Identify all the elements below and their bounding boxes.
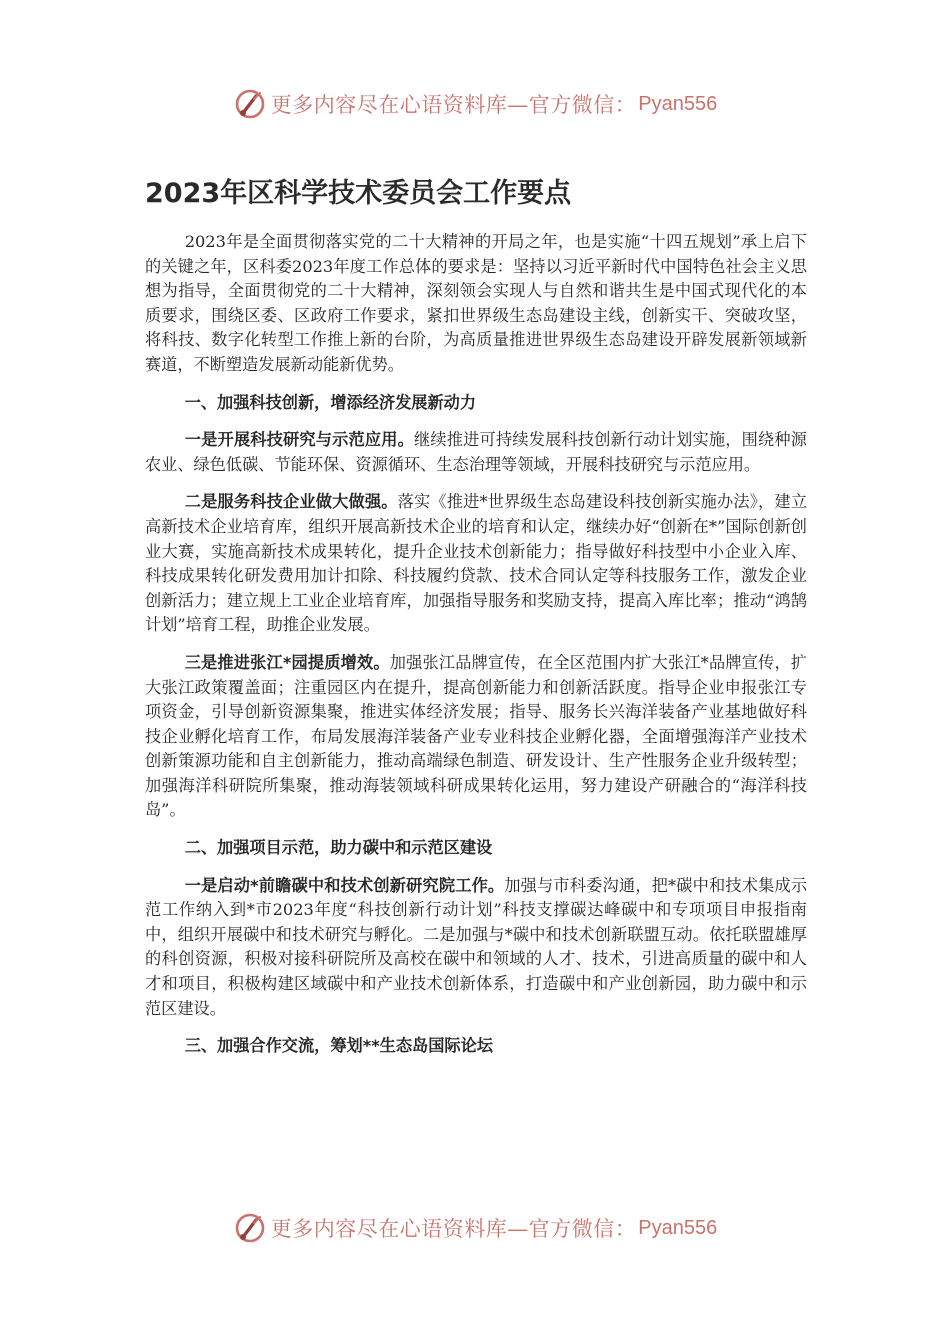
section-2-heading: 二、加强项目示范，助力碳中和示范区建设 [184,838,493,858]
watermark-text: 更多内容尽在心语资料库—官方微信： [270,1217,637,1241]
brush-logo-icon [233,1211,267,1245]
watermark-wechat: Pyan556 [638,1216,718,1239]
watermark-text: 更多内容尽在心语资料库—官方微信： [270,93,637,117]
paragraph-body: 加强与市科委沟通，把*碳中和技术集成示范工作纳入到*市2023年度“科技创新行动计划”科技支撑碳达峰碳中和专项项目申报指南中，组织开展碳中和技术研究与孵化。二是加强与*碳中和技术创新联盟互动。依托联盟雄厚的科创资源，积极对接科研院所及高校在碳中和领域的人才、技术，引进高质量的碳中和人才和项目，积极构建区域碳中和产业技术创新体系，打造碳中和产业创新园，助力碳中和示范区建设。 [145,875,808,1018]
paragraph-body: 继续推进可持续发展科技创新行动计划实施，围绕种源农业、绿色低碳、节能环保、资源循环、生态治理等领域，开展科技研究与示范应用。 [145,430,807,474]
paragraph-body: 落实《推进*世界级生态岛建设科技创新实施办法》，建立高新技术企业培育库，组织开展高新技术企业的培育和认定，继续办好“创新在*”国际创新创业大赛，实施高新技术成果转化，提升企业技术创新能力；指导做好科技型中小企业入库、科技成果转化研发费用加计扣除、科技履约贷款、技术合同认定等科技服务工作，激发企业创新活力；建立规上工业企业培育库，加强指导服务和奖励支持，提高入库比率；推动“鸿鹄计划”培育工程，助推企业发展。 [145,492,808,635]
paragraph-lead: 一是开展科技研究与示范应用。 [184,430,415,450]
paragraph-lead: 一是启动*前瞻碳中和技术创新研究院工作。 [184,875,505,895]
brush-logo-icon [233,87,267,121]
paragraph-body: 加强张江品牌宣传，在全区范围内扩大张江*品牌宣传，扩大张江政策覆盖面；注重园区内在提升，提高创新能力和创新活跃度。指导企业申报张江专项资金，引导创新资源集聚，推进实体经济发展；指导、服务长兴海洋装备产业基地做好科技企业孵化培育工作，布局发展海洋装备产业专业科技企业孵化器，全面增强海洋产业技术创新策源功能和自主创新能力，推动高端绿色制造、研发设计、生产性服务企业升级转型；加强海洋科研院所集聚，推动海装领域科研成果转化运用，努力建设产研融合的“海洋科技岛”。 [145,652,807,820]
intro-paragraph: 2023年是全面贯彻落实党的二十大精神的开局之年，也是实施“十四五规划”承上启下的关键之年，区科委2023年度工作总体的要求是：坚持以习近平新时代中国特色社会主义思想为指导，全面贯彻党的二十大精神，深刻领会实现人与自然和谐共生是中国式现代化的本质要求，围绕区委、区政府工作要求，紧扣世界级生态岛建设主线，创新实干、突破攻坚，将科技、数字化转型工作推上新的台阶，为高质量推进世界级生态岛建设开辟发展新领域新赛道，不断塑造发展新动能新优势。 [145,232,807,374]
section-3-heading: 三、加强合作交流，筹划**生态岛国际论坛 [184,1036,493,1056]
document-title: 2023年区科学技术委员会工作要点 [145,178,572,209]
document-body [145,230,807,1072]
watermark-banner-top [0,84,950,124]
section-1-paragraph-2 [145,490,807,638]
watermark-banner-bottom [0,1208,950,1248]
watermark-wechat: Pyan556 [638,92,718,115]
section-1-paragraph-3 [145,651,807,823]
section-1-heading: 一、加强科技创新，增添经济发展新动力 [184,392,477,412]
section-1-paragraph-1 [145,428,807,477]
paragraph-lead: 二是服务科技企业做大做强。 [184,492,398,512]
paragraph-lead: 三是推进张江*园提质增效。 [184,652,390,672]
section-2-paragraph-1 [145,874,807,1022]
